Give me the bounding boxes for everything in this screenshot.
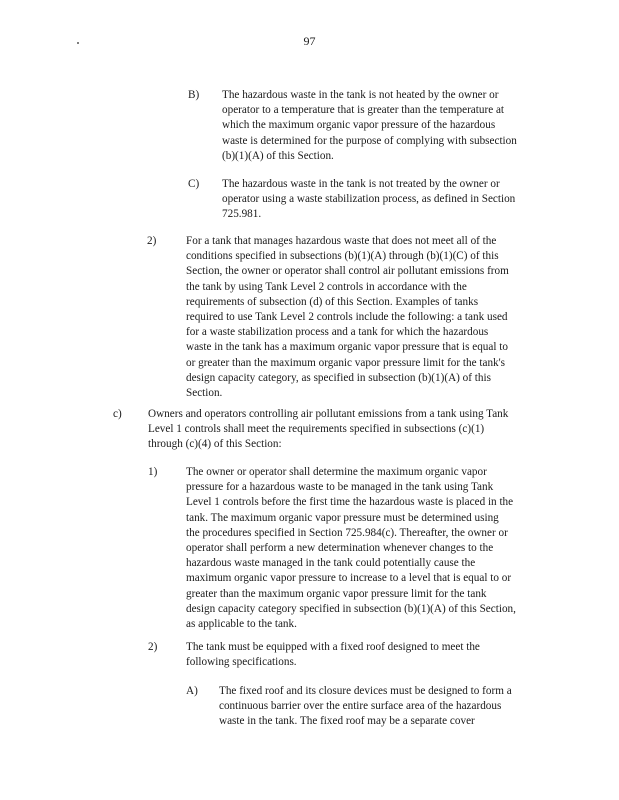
- text-line: The hazardous waste in the tank is not heated by the owner or: [222, 89, 499, 101]
- paragraph-c1: [186, 465, 516, 632]
- text-line: operator using a waste stabilization process, as defined in Section: [222, 193, 516, 206]
- text-line: operator to a temperature that is greater than the temperature at: [222, 104, 505, 117]
- text-line: 725.981.: [222, 208, 262, 221]
- text-line: pressure for a hazardous waste to be managed in the tank using Tank: [186, 481, 494, 494]
- text-line: required to use Tank Level 2 controls include the following: a tank used: [186, 311, 508, 324]
- text-line: the tank by using Tank Level 2 controls in accordance with the: [186, 280, 467, 293]
- item-label: C): [188, 178, 200, 190]
- text-line: which the maximum organic vapor pressure of the hazardous: [222, 119, 496, 132]
- text-line: through (c)(4) of this Section:: [148, 438, 282, 451]
- paragraph-c2-A: [219, 684, 512, 730]
- text-line: maximum organic vapor pressure to increase to a level that is equal to or: [186, 572, 512, 585]
- item-label: 2): [148, 641, 158, 653]
- item-label: B): [188, 89, 200, 101]
- paragraph-c: [148, 407, 508, 453]
- item-label: 2): [147, 235, 157, 247]
- text-line: the procedures specified in Section 725.984(c). Thereafter, the owner or: [186, 526, 508, 539]
- page-number: 97: [303, 34, 316, 48]
- paragraph-c2: [186, 640, 480, 670]
- text-line: continuous barrier over the entire surface area of the hazardous: [219, 700, 502, 713]
- text-line: Level 1 controls before the first time the hazardous waste is placed in the: [186, 496, 514, 509]
- text-line: waste is determined for the purpose of complying with subsection: [222, 134, 517, 147]
- text-line: following specifications.: [186, 656, 297, 669]
- item-label: 1): [148, 466, 158, 478]
- paragraph-b1-C: [222, 177, 515, 223]
- text-line: requirements of subsection (d) of this Section. Examples of tanks: [186, 295, 479, 308]
- item-label: A): [186, 685, 198, 697]
- paragraph-b1-B: [222, 88, 517, 164]
- item-label: c): [113, 408, 122, 420]
- text-line: Owners and operators controlling air pollutant emissions from a tank using Tank: [148, 408, 509, 420]
- text-line: (b)(1)(A) of this Section.: [222, 149, 334, 162]
- text-line: conditions specified in subsections (b)(1)(A) through (b)(1)(C) of this: [186, 250, 499, 263]
- text-line: design capacity category, as specified in subsection (b)(1)(A) of this: [186, 371, 491, 384]
- text-line: The owner or operator shall determine the maximum organic vapor: [186, 466, 487, 478]
- text-line: The tank must be equipped with a fixed roof designed to meet the: [186, 641, 480, 653]
- text-line: or greater than the maximum organic vapor pressure limit for the tank's: [186, 356, 506, 369]
- text-line: The fixed roof and its closure devices must be designed to form a: [219, 685, 512, 697]
- text-line: Section, the owner or operator shall control air pollutant emissions from: [186, 265, 509, 278]
- text-line: waste in the tank. The fixed roof may be a separate cover: [219, 715, 475, 728]
- text-line: Level 1 controls shall meet the requirements specified in subsections (c)(1): [148, 423, 485, 436]
- text-line: Section.: [186, 387, 223, 400]
- text-line: as applicable to the tank.: [186, 618, 297, 631]
- text-line: operator shall perform a new determination whenever changes to the: [186, 542, 494, 555]
- text-line: greater than the maximum organic vapor pressure limit for the tank: [186, 587, 487, 600]
- text-line: hazardous waste managed in the tank could potentially cause the: [186, 557, 476, 570]
- text-line: for a waste stabilization process and a tank for which the hazardous: [186, 326, 489, 339]
- text-line: waste in the tank has a maximum organic vapor pressure that is equal to: [186, 341, 508, 354]
- text-line: For a tank that manages hazardous waste that does not meet all of the: [186, 235, 497, 247]
- text-line: The hazardous waste in the tank is not treated by the owner or: [222, 178, 500, 190]
- text-line: design capacity category specified in subsection (b)(1)(A) of this Section,: [186, 602, 516, 615]
- text-line: tank. The maximum organic vapor pressure must be determined using: [186, 511, 499, 524]
- paragraph-b2: [186, 234, 509, 401]
